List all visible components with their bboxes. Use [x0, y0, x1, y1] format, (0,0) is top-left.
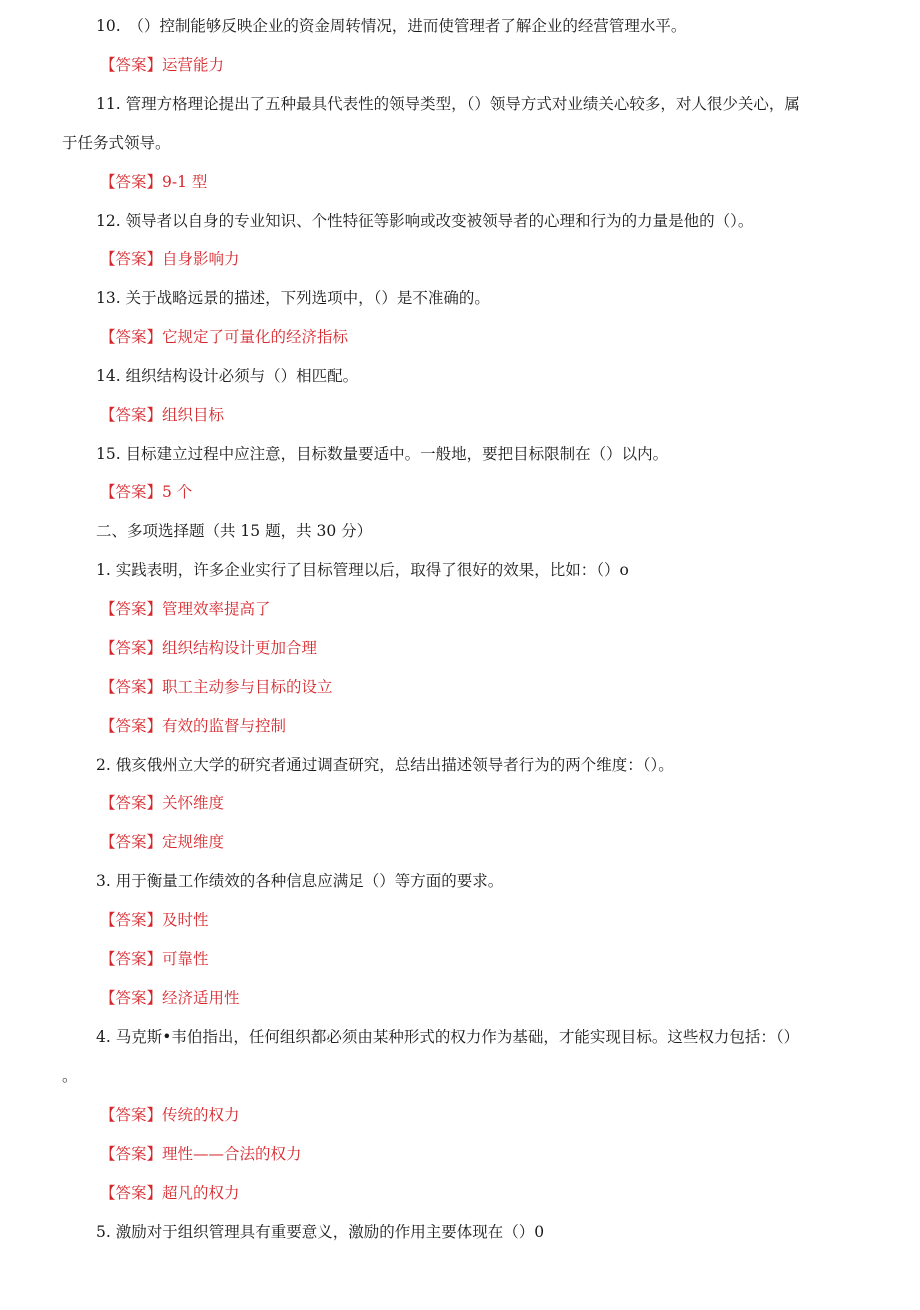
- multi-answer-3b: [100, 949, 209, 969]
- answer-text: 可靠性: [162, 950, 209, 968]
- answer-label: 【答案】: [100, 328, 163, 346]
- question-12: 12. 领导者以自身的专业知识、个性特征等影响或改变被领导者的心理和行为的力量是他的（）。: [96, 212, 754, 230]
- answer-label: 【答案】: [100, 1145, 163, 1163]
- answer-text: 运营能力: [162, 56, 225, 74]
- question-15: 15. 目标建立过程中应注意，目标数量要适中。一般地，要把目标限制在（）以内。: [96, 445, 669, 463]
- answer-label: 【答案】: [100, 250, 163, 268]
- multi-answer-1a: [100, 599, 271, 619]
- answer-10: [100, 55, 224, 75]
- answer-text: 及时性: [162, 911, 209, 929]
- answer-text: 组织目标: [162, 406, 225, 424]
- answer-text: 自身影响力: [162, 250, 240, 268]
- multi-answer-2a: [100, 793, 224, 813]
- answer-text: 管理效率提高了: [162, 600, 271, 618]
- multi-answer-1c: [100, 677, 333, 697]
- answer-text: 它规定了可量化的经济指标: [162, 328, 349, 346]
- multi-question-2: 2. 俄亥俄州立大学的研究者通过调查研究，总结出描述领导者行为的两个维度：（）。: [96, 756, 674, 774]
- multi-answer-1b: [100, 638, 317, 658]
- answer-15: [100, 482, 192, 502]
- answer-text: 组织结构设计更加合理: [162, 639, 318, 657]
- answer-label: 【答案】: [100, 56, 163, 74]
- multi-answer-2b: [100, 832, 224, 852]
- answer-text: 5 个: [162, 483, 193, 501]
- answer-label: 【答案】: [100, 483, 163, 501]
- answer-label: 【答案】: [100, 406, 163, 424]
- multi-answer-4b: [100, 1144, 302, 1164]
- multi-question-1: 1. 实践表明，许多企业实行了目标管理以后，取得了很好的效果，比如：（）o: [96, 561, 629, 579]
- section-heading: 二、多项选择题（共 15 题，共 30 分）: [96, 522, 373, 540]
- answer-text: 传统的权力: [162, 1106, 240, 1124]
- answer-label: 【答案】: [100, 600, 163, 618]
- answer-11: [100, 172, 207, 192]
- answer-label: 【答案】: [100, 173, 163, 191]
- answer-14: [100, 405, 224, 425]
- answer-label: 【答案】: [100, 950, 163, 968]
- multi-question-4: 4. 马克斯•韦伯指出，任何组织都必须由某种形式的权力作为基础，才能实现目标。这些权力包括：（）: [96, 1028, 800, 1046]
- multi-answer-4a: [100, 1105, 240, 1125]
- answer-text: 关怀维度: [162, 794, 225, 812]
- answer-label: 【答案】: [100, 833, 163, 851]
- multi-question-4-continuation: 。: [62, 1067, 78, 1085]
- answer-text: 超凡的权力: [162, 1184, 240, 1202]
- answer-label: 【答案】: [100, 678, 163, 696]
- answer-text: 有效的监督与控制: [162, 717, 287, 735]
- answer-label: 【答案】: [100, 794, 163, 812]
- question-13: 13. 关于战略远景的描述，下列选项中，（）是不准确的。: [96, 289, 490, 307]
- multi-answer-1d: [100, 716, 286, 736]
- question-11-continuation: 于任务式领导。: [62, 134, 171, 152]
- answer-label: 【答案】: [100, 911, 163, 929]
- answer-text: 理性——合法的权力: [162, 1145, 302, 1163]
- multi-answer-3a: [100, 910, 209, 930]
- multi-question-5: 5. 激励对于组织管理具有重要意义，激励的作用主要体现在（）0: [96, 1223, 545, 1241]
- answer-label: 【答案】: [100, 1184, 163, 1202]
- answer-label: 【答案】: [100, 639, 163, 657]
- answer-label: 【答案】: [100, 989, 163, 1007]
- answer-text: 经济适用性: [162, 989, 240, 1007]
- question-11: 11. 管理方格理论提出了五种最具代表性的领导类型，（）领导方式对业绩关心较多，对人很少关心，属: [96, 95, 800, 113]
- answer-text: 9-1 型: [162, 173, 208, 191]
- question-14: 14. 组织结构设计必须与（）相匹配。: [96, 367, 359, 385]
- answer-text: 职工主动参与目标的设立: [162, 678, 333, 696]
- question-10: 10. （）控制能够反映企业的资金周转情况，进而使管理者了解企业的经营管理水平。: [96, 17, 687, 35]
- multi-answer-4c: [100, 1183, 240, 1203]
- multi-answer-3c: [100, 988, 240, 1008]
- answer-13: [100, 327, 348, 347]
- multi-question-3: 3. 用于衡量工作绩效的各种信息应满足（）等方面的要求。: [96, 872, 504, 890]
- answer-label: 【答案】: [100, 717, 163, 735]
- answer-label: 【答案】: [100, 1106, 163, 1124]
- answer-text: 定规维度: [162, 833, 225, 851]
- answer-12: [100, 249, 240, 269]
